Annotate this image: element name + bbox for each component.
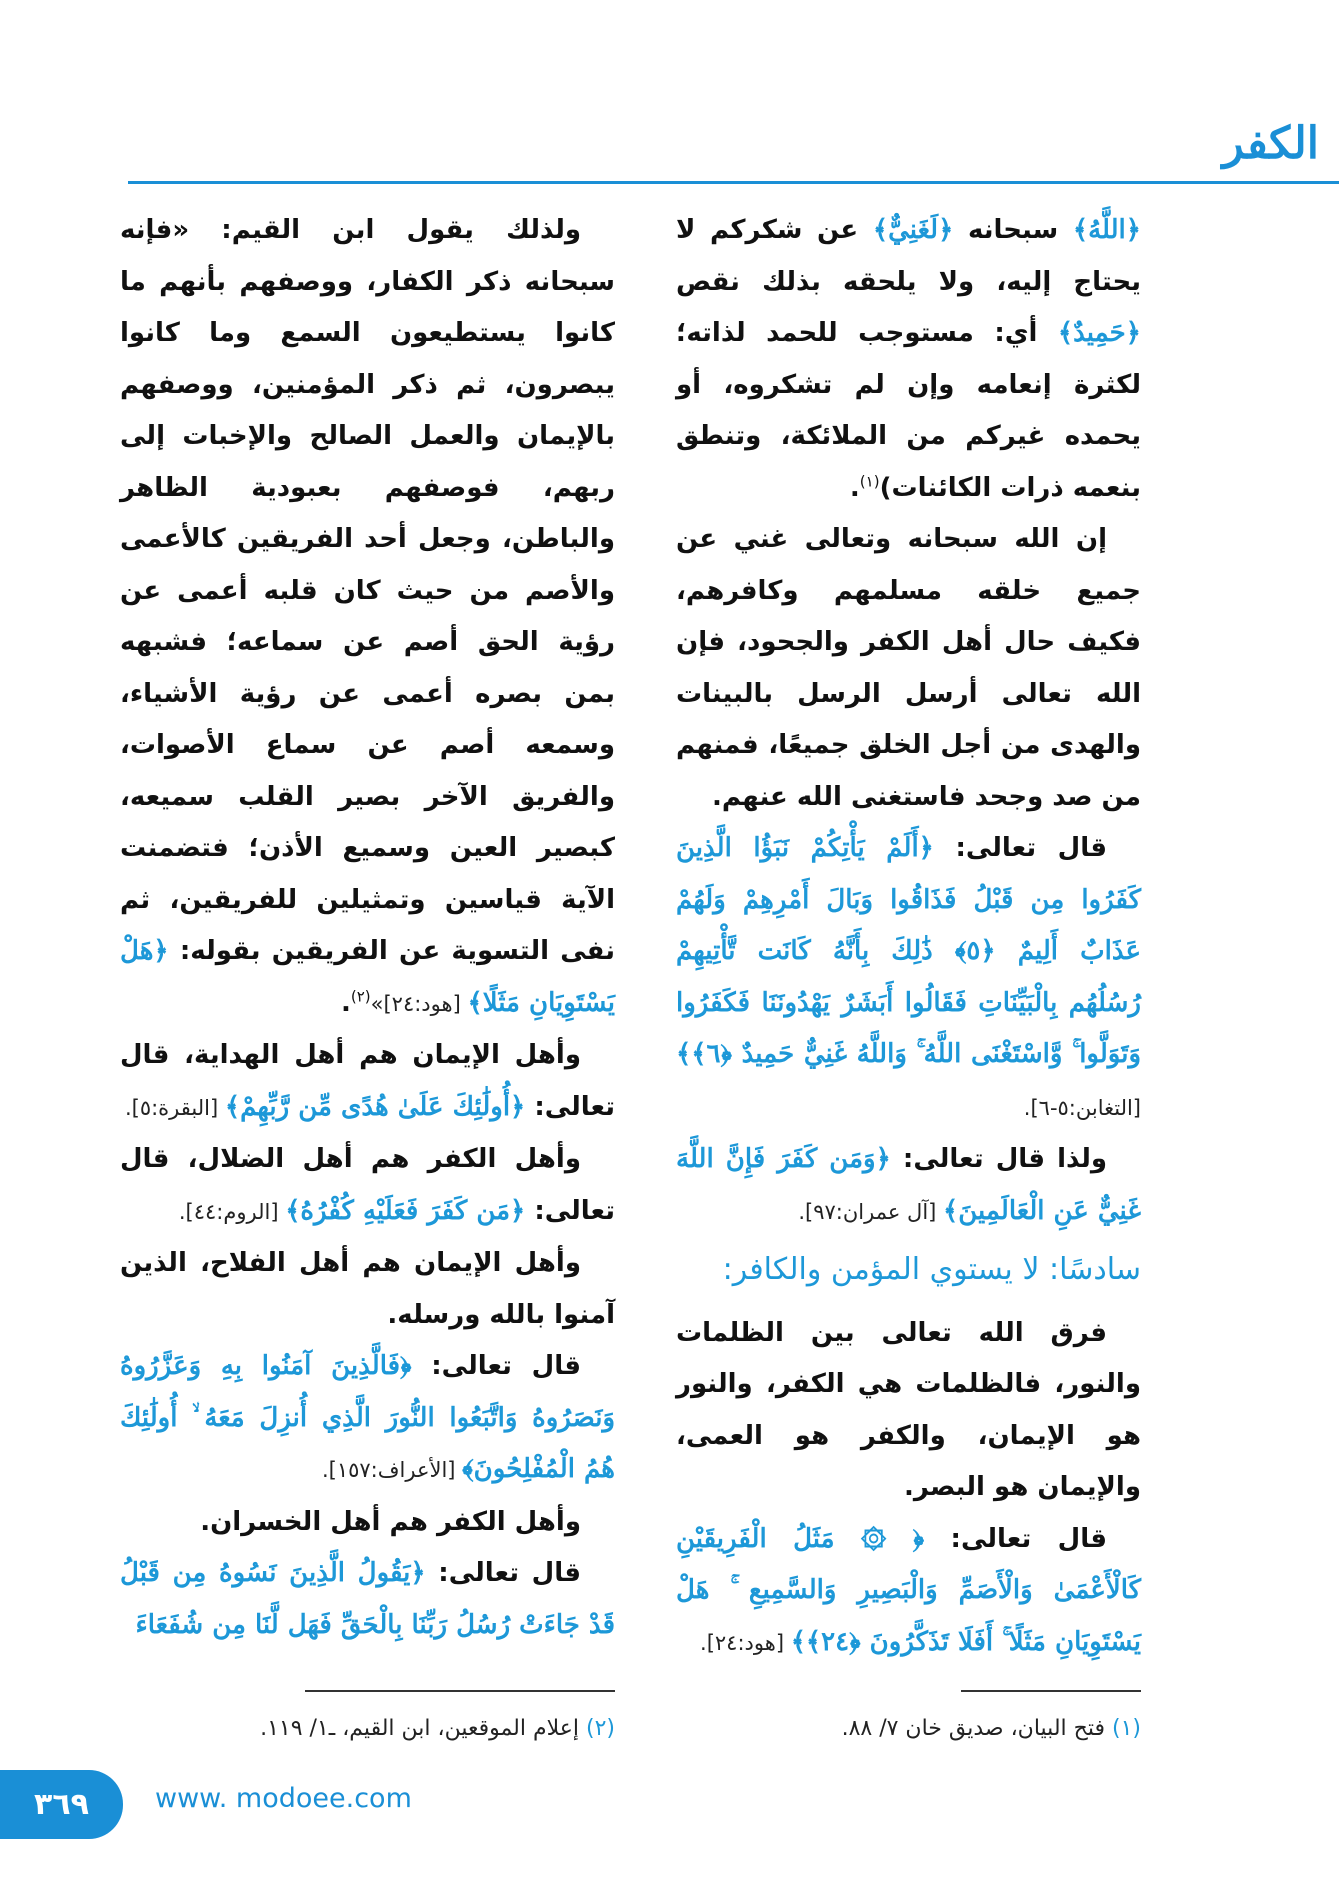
verse-reference: [التغابن:٥-٦]. xyxy=(1023,1095,1141,1120)
footnote-marker[interactable]: (٢) xyxy=(350,986,371,1005)
paragraph xyxy=(676,1134,1141,1238)
paragraph xyxy=(120,1030,615,1134)
paragraph-text: قال تعالى: xyxy=(924,1523,1107,1554)
paragraph: وأهل الكفر هم أهل الخسران. xyxy=(200,1506,581,1537)
paragraph-text: قال تعالى: xyxy=(933,833,1107,863)
website-link[interactable]: www. modoee.com xyxy=(155,1783,412,1814)
paragraph xyxy=(676,823,1141,1134)
verse-reference: [الأعراف:١٥٧]. xyxy=(321,1458,463,1482)
header-divider xyxy=(128,181,1339,184)
paragraph-text: قال تعالى: xyxy=(425,1558,581,1588)
section-heading: سادسًا: لا يستوي المؤمن والكافر: xyxy=(722,1252,1141,1287)
verse-reference: [هود:٢٤]» xyxy=(370,991,468,1016)
quran-verse: ﴿فَالَّذِينَ آمَنُوا بِهِ وَعَزَّرُوهُ وَنَصَرُوهُ وَاتَّبَعُوا النُّورَ الَّذِي أُنزِلَ مَعَهُ ۙ أُولَٰئِكَ هُمُ الْمُفْلِحُونَ﴾ xyxy=(120,1351,615,1484)
page-title: الكفر xyxy=(1222,118,1319,169)
paragraph xyxy=(120,1341,615,1497)
paragraph-text: ولذا قال تعالى: xyxy=(890,1144,1107,1174)
quran-verse: ﴿اللَّهُ﴾ xyxy=(1072,215,1142,245)
verse-reference: [البقرة:٥]. xyxy=(124,1095,225,1120)
paragraph: فرق الله تعالى بين الظلمات والنور، فالظلمات هي الكفر، والنور هو الإيمان، والكفر هو العمى، والإيمان هو البصر. xyxy=(676,1317,1141,1502)
quran-verse: ﴿حَمِيدٌ﴾ xyxy=(1057,318,1141,348)
verse-reference: [هود:٢٤]. xyxy=(700,1630,791,1655)
paragraph-text: وأهل الكفر هم أهل الضلال، قال تعالى: xyxy=(120,1144,615,1226)
paragraph-text: سبحانه xyxy=(953,215,1073,245)
footnote-number: (١) xyxy=(1111,1716,1141,1741)
footnote-number: (٢) xyxy=(585,1716,615,1741)
verse-reference: [الروم:٤٤]. xyxy=(178,1199,286,1224)
paragraph-text: عن شكركم لا يحتاج إليه، ولا يلحقه بذلك نقص xyxy=(676,215,1141,297)
quran-verse: ﴿ ۞ مَثَلُ الْفَرِيقَيْنِ كَالْأَعْمَىٰ وَالْأَصَمِّ وَالْبَصِيرِ وَالسَّمِيعِ ۚ هَلْ يَسْتَوِيَانِ مَثَلًا ۚ أَفَلَا تَذَكَّرُونَ ﴿٢٤﴾﴾ xyxy=(676,1523,1141,1657)
footnote-marker[interactable]: (١) xyxy=(859,471,880,490)
footnote xyxy=(120,1716,615,1741)
paragraph-text: ولذلك يقول ابن القيم: «فإنه سبحانه ذكر الكفار، ووصفهم بأنهم ما كانوا يستطيعون السمع وما كانوا يبصرون، ثم ذكر المؤمنين، ووصفهم بالإيمان والعمل الصالح والإخبات إلى ربهم، فوصفهم بعبودية الظاهر والباطن، وجعل أحد الفريقين كالأعمى والأصم من حيث كان قلبه أعمى عن رؤية الحق أصم عن سماعه؛ فشبهه بمن بصره أعمى عن رؤية الأشياء، وسمعه أصم عن سماع الأصوات، والفريق الآخر بصير القلب سميعه، كبصير العين وسميع الأذن؛ فتضمنت الآية قياسين وتمثيلين للفريقين، ثم نفى التسوية عن الفريقين بقوله: xyxy=(120,215,615,966)
paragraph: إن الله سبحانه وتعالى غني عن جميع خلقه مسلمهم وكافرهم، فكيف حال أهل الكفر والجحود، فإن الله تعالى أرسل الرسل بالبينات والهدى من أجل الخلق جميعًا، فمنهم من صد وجحد فاستغنى الله عنهم. xyxy=(676,524,1141,812)
quran-verse: ﴿أَلَمْ يَأْتِكُمْ نَبَؤُا الَّذِينَ كَفَرُوا مِن قَبْلُ فَذَاقُوا وَبَالَ أَمْرِهِمْ وَلَهُمْ عَذَابٌ أَلِيمٌ ﴿٥﴾ ذَٰلِكَ بِأَنَّهُ كَانَت تَّأْتِيهِمْ رُسُلُهُم بِالْبَيِّنَاتِ فَقَالُوا أَبَشَرٌ يَهْدُونَنَا فَكَفَرُوا وَتَوَلَّوا ۚ وَّاسْتَغْنَى اللَّهُ ۚ وَاللَّهُ غَنِيٌّ حَمِيدٌ ﴿٦﴾﴾ xyxy=(676,833,1141,1069)
paragraph xyxy=(120,205,615,1030)
paragraph-text: أي: مستوجب للحمد لذاته؛ لكثرة إنعامه وإن لم تشكروه، أو يحمده غيركم من الملائكة، وتنطق بنعمه ذرات الكائنات) xyxy=(676,318,1141,503)
paragraph xyxy=(120,1134,615,1238)
footnote xyxy=(676,1716,1141,1741)
paragraph: وأهل الإيمان هم أهل الفلاح، الذين آمنوا بالله ورسله. xyxy=(120,1248,615,1330)
quran-verse: ﴿أُولَٰئِكَ عَلَىٰ هُدًى مِّن رَّبِّهِمْ﴾ xyxy=(224,1091,526,1122)
quran-verse: ﴿مَن كَفَرَ فَعَلَيْهِ كُفْرُهُ﴾ xyxy=(285,1195,526,1226)
quran-verse: ﴿يَقُولُ الَّذِينَ نَسُوهُ مِن قَبْلُ قَدْ جَاءَتْ رُسُلُ رَبِّنَا بِالْحَقِّ فَهَل لَّنَا مِن شُفَعَاءَ xyxy=(120,1558,615,1640)
page-number: ٣٦٩ xyxy=(0,1770,123,1839)
footnote-text: إعلام الموقعين، ابن القيم، ـ١/ ١١٩. xyxy=(260,1716,586,1741)
right-column xyxy=(676,205,1141,1669)
footnote-divider xyxy=(961,1690,1141,1692)
paragraph-end: . xyxy=(340,987,351,1018)
paragraph xyxy=(676,205,1141,514)
footnote-text: فتح البيان، صديق خان ٧/ ٨٨. xyxy=(841,1716,1112,1741)
left-column xyxy=(120,205,615,1651)
paragraph-text: وأهل الإيمان هم أهل الهداية، قال تعالى: xyxy=(120,1040,615,1122)
paragraph xyxy=(120,1548,615,1651)
verse-reference: [آل عمران:٩٧]. xyxy=(798,1199,944,1224)
quran-verse: ﴿وَمَن كَفَرَ فَإِنَّ اللَّهَ غَنِيٌّ عَنِ الْعَالَمِينَ﴾ xyxy=(676,1144,1141,1226)
paragraph-end: . xyxy=(849,472,860,503)
paragraph xyxy=(676,1514,1141,1670)
quran-verse: ﴿هَلْ يَسْتَوِيَانِ مَثَلًا﴾ xyxy=(120,936,615,1018)
quran-verse: ﴿لَغَنِيٌّ﴾ xyxy=(872,215,954,245)
footnote-divider xyxy=(305,1690,615,1692)
paragraph-text: قال تعالى: xyxy=(411,1351,581,1381)
